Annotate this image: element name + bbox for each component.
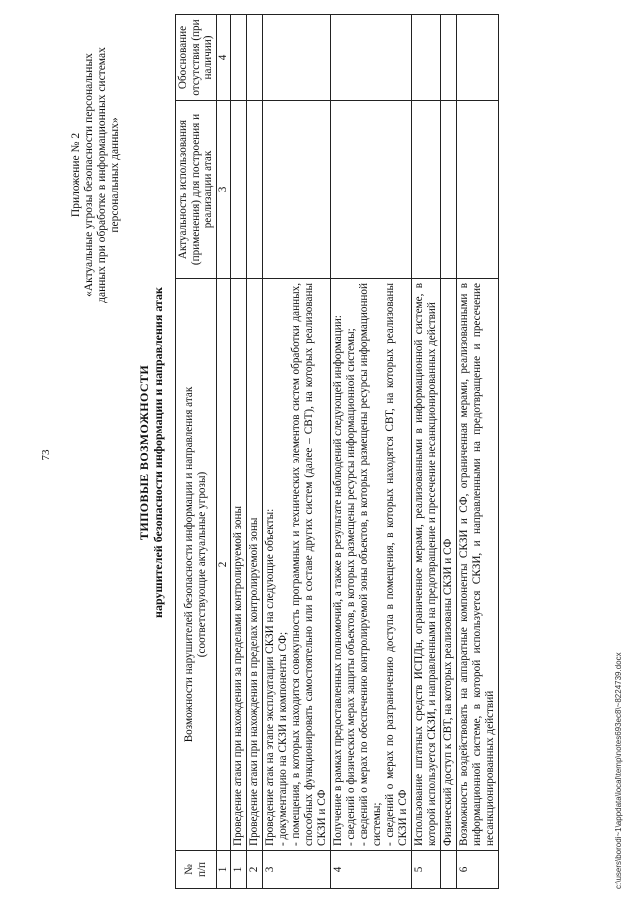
row-number: 2 [246, 851, 262, 889]
row-number: 5 [411, 851, 440, 889]
relevance-cell [330, 101, 411, 279]
relevance-cell [230, 101, 246, 279]
justification-cell [246, 15, 262, 101]
table-row [411, 15, 440, 889]
capability-text: - помещения, в которых находится совокупность программных и технических элементов систем обработки данных, способных функционировать самостоятельно или в составе других систем (далее – СВТ), на которых реализованы СКЗИ и СФ [289, 283, 328, 846]
row-number [440, 851, 456, 889]
appendix-line-2: данных при обработке в информационных системах [96, 47, 108, 303]
header-justification: Обоснование отсутствия (при наличии) [176, 15, 217, 101]
justification-cell [262, 15, 330, 101]
capability-text: - документацию на СКЗИ и компоненты СФ; [276, 631, 289, 846]
relevance-cell [440, 101, 456, 279]
column-index: 1 [216, 851, 230, 889]
row-number: 1 [230, 851, 246, 889]
table-row [262, 15, 330, 889]
relevance-cell [262, 101, 330, 279]
file-path-footer: c:\users\borodi~1\appdata\local\temp\notes693ec8\~8224739.docx [614, 652, 623, 889]
table-row [440, 15, 456, 889]
threats-table [175, 14, 499, 889]
header-relevance: Актуальность использования (применения) для построения и реализации атак [176, 101, 217, 279]
table-row [230, 15, 246, 889]
appendix-line-3: персональных данных» [109, 117, 121, 233]
document-title [137, 40, 165, 865]
justification-cell [411, 15, 440, 101]
justification-cell [330, 15, 411, 101]
row-number: 3 [262, 851, 330, 889]
justification-cell [456, 15, 498, 101]
capability-cell [440, 279, 456, 851]
appendix-label: Приложение № 2 [70, 132, 82, 218]
capability-text: Проведение атаки при нахождении за пределами контролируемой зоны [231, 505, 244, 846]
capability-cell [456, 279, 498, 851]
capability-cell [246, 279, 262, 851]
justification-cell [440, 15, 456, 101]
capability-cell [262, 279, 330, 851]
header-capabilities: Возможности нарушителей безопасности информации и направления атак (соответствующие актуальные угрозы) [176, 279, 217, 851]
relevance-cell [456, 101, 498, 279]
relevance-cell [411, 101, 440, 279]
justification-cell [230, 15, 246, 101]
capability-cell [230, 279, 246, 851]
column-index: 4 [216, 15, 230, 101]
table-header-row [176, 15, 217, 889]
table-row [330, 15, 411, 889]
capability-text: - сведений о мерах по разграничению доступа в помещения, в которых находятся СВТ, на которых реализованы СКЗИ и СФ [383, 283, 409, 846]
appendix-line-1: «Актуальные угрозы безопасности персональных [83, 53, 95, 297]
capability-text: - сведений о мерах по обеспечению контролируемой зоны объектов, в которых размещены ресурсы информационной системы; [357, 283, 383, 846]
row-number: 4 [330, 851, 411, 889]
column-index: 2 [216, 279, 230, 851]
header-number: № п/п [176, 851, 217, 889]
capability-text: Получение в рамках предоставленных полномочий, а также в результате наблюдений следующей информации: [331, 315, 344, 846]
appendix-header [70, 5, 122, 345]
capability-cell [330, 279, 411, 851]
table-row [246, 15, 262, 889]
capability-text: Возможность воздействовать на аппаратные компоненты СКЗИ и СФ, ограниченная мерами, реализованными в информационной системе, в которой используется СКЗИ, и направленными на предотвращение и пресечение несанкционированных действий [457, 283, 496, 846]
column-index: 3 [216, 101, 230, 279]
table-body [230, 15, 498, 889]
capability-cell [411, 279, 440, 851]
row-number: 6 [456, 851, 498, 889]
capability-text: - сведений о физических мерах защиты объектов, в которых размещены ресурсы информационной системы; [344, 328, 357, 846]
relevance-cell [246, 101, 262, 279]
capability-text: Проведение атаки при нахождении в пределах контролируемой зоны [247, 517, 260, 846]
title-line-1: ТИПОВЫЕ ВОЗМОЖНОСТИ [137, 364, 151, 541]
capability-text: Проведение атак на этапе эксплуатации СКЗИ на следующие объекты: [263, 508, 276, 846]
capability-text: Физический доступ к СВТ, на которых реализованы СКЗИ и СФ [441, 538, 454, 846]
title-line-2: нарушителей безопасности информации и направления атак [151, 287, 165, 618]
capability-text: Использование штатных средств ИСПДн, ограниченное мерами, реализованными в информационной системе, в которой используется СКЗИ, и направленными на предотвращение и пресечение несанкционированных действий [412, 283, 438, 846]
page-number: 73 [40, 449, 52, 461]
column-index-row [216, 15, 230, 889]
table-row [456, 15, 498, 889]
